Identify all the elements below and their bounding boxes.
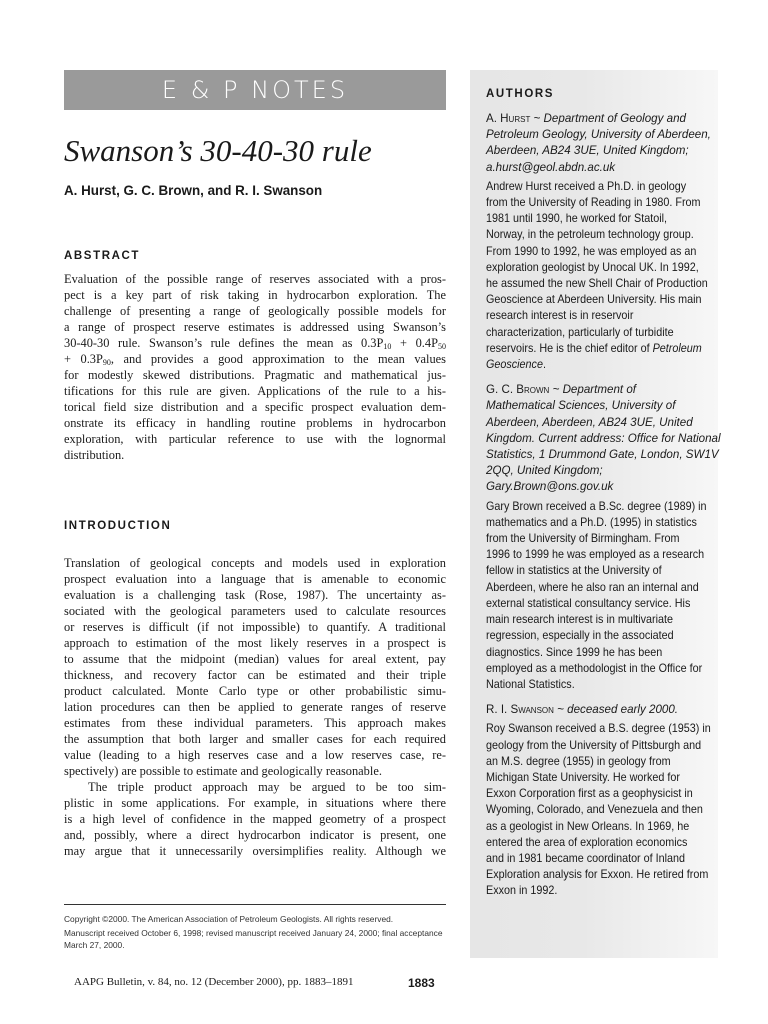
intro-line: product calculated. Monte Carlo type or other probabilistic simu- [64,684,446,698]
author-affiliation: G. C. Brown ~ Department of Mathematical Sciences, University of Aberdeen, Aberdeen, AB24 3UE, United Kingdom. Current address: Office for National Statistics, 1 Drummond Gate, London, SW1V 2QQ, United Kingdom; Gary.Brown@ons.gov.uk [486,382,716,495]
intro-line: sociated with the geological parameters used to calculate resources [64,604,446,618]
manuscript-dates: Manuscript received October 6, 1998; revised manuscript received January 24, 2000; final acceptance March 27, 2000. [64,928,443,950]
intro-line: evaluation is a challenging task (Rose, 1987). The uncertainty as- [64,588,446,602]
abstract-line: onstrate its efficacy in handling routine problems in hydrocarbon [64,416,446,430]
introduction-text [64,555,446,859]
author-bio: Andrew Hurst received a Ph.D. in geology from the University of Reading in 1980. From 1981 until 1990, he worked for Statoil, Norway, in the petroleum technology group. From 1990 to 1992, he was employed as an exploration geologist by Unocal UK. In 1992, he assumed the new Shell Chair of Production Geoscience at Aberdeen University. His main research interest is in reservoir characterization, particularly of turbidite reservoirs. He is the chief editor of Petroleum Geoscience. [486,179,708,372]
intro-line: spectively) are possible to estimate and geologically reasonable. [64,764,382,778]
author-email: Gary.Brown@ons.gov.uk [486,480,614,494]
author-name: R. I. Swanson [486,703,554,717]
page-number: 1883 [408,976,435,990]
intro-line: is a high level of confidence in the mapped geometry of a prospect [64,812,446,826]
intro-line: value (leading to a high reserves case and a low reserves case, re- [64,748,446,762]
author-affiliation: A. Hurst ~ Department of Geology and Petroleum Geology, University of Aberdeen, Aberdeen, AB24 3UE, United Kingdom; a.hurst@geol.abdn.ac.uk [486,111,716,176]
abstract-line: pect is a key part of risk taking in hydrocarbon exploration. The [64,288,446,302]
copyright-notice [64,913,448,953]
abstract-line: for modestly skewed distributions. Pragmatic and mathematical jus- [64,368,446,382]
section-banner: E & P NOTES [64,70,446,110]
journal-citation: AAPG Bulletin, v. 84, no. 12 (December 2000), pp. 1883–1891 [74,976,354,988]
abstract-line: distribution. [64,448,125,462]
abstract-line: Evaluation of the possible range of reserves associated with a pros- [64,272,446,286]
intro-line: to assume that the midpoint (median) values for areal extent, pay [64,652,446,666]
abstract-line: exploration, with particular reference to use with the lognormal [64,432,446,446]
abstract-heading: ABSTRACT [64,250,141,262]
intro-line: plistic in some applications. For example, in situations where there [64,796,446,810]
abstract-line: challenge of presenting a range of geologically possible models for [64,304,446,318]
abstract-line: 30-40-30 rule. Swanson’s rule defines the mean as $0.3P_{10} + 0.4P_{50}$ [64,336,446,351]
intro-line: Translation of geological concepts and models used in exploration [64,556,446,570]
intro-line: the assumption that both larger and smaller cases for each required [64,732,446,746]
author-name: G. C. Brown [486,383,550,397]
author-email: a.hurst@geol.abdn.ac.uk [486,160,616,174]
article-title: Swanson’s 30-40-30 rule [64,133,372,168]
intro-line: estimates from these individual parameters. This approach makes [64,716,446,730]
authors-heading: AUTHORS [486,88,555,100]
intro-line: may argue that it unnecessarily oversimplifies reality. Although we [64,844,446,858]
abstract-line: a range of prospect reserve estimates is addressed using Swanson’s [64,320,446,334]
copyright-line: Copyright ©2000. The American Association of Petroleum Geologists. All rights reserved. [64,914,394,924]
author-name: A. Hurst [486,112,531,125]
author-bio: Roy Swanson received a B.S. degree (1953) in geology from the University of Pittsburgh and an M.S. degree (1955) in geology from Michigan State University. He worked for Exxon Corporation first as a geophysicist in Wyoming, Colorado, and Venezuela and then as a geologist in New Orleans. In 1969, he entered the area of exploration economics and in 1981 became coordinator of Inland Exploration analysis for Exxon. He retired from Exxon in 1992. [486,722,711,898]
abstract-line: tifications for this rule are given. Applications of the rule to a his- [64,384,446,398]
abstract-line: + $0.3P_{90}$, and provides a good approximation to the mean values [64,352,446,367]
intro-line: prospect evaluation into a language that is amenable to economic [64,572,446,586]
intro-line: The triple product approach may be argued to be too sim- [88,780,446,794]
intro-line: thickness, and recovery factor can be estimated and their triple [64,668,446,682]
abstract-line: torical field size distribution and a specific prospect evaluation dem- [64,400,446,414]
abstract-text [64,271,446,463]
author-affiliation: R. I. Swanson ~ deceased early 2000. [486,703,679,717]
intro-line: lation procedures can then be applied to generate ranges of reserve [64,700,446,714]
intro-line: or reserves is difficult (if not impossible) to quantify. A traditional [64,620,446,634]
author-byline: A. Hurst, G. C. Brown, and R. I. Swanson [64,183,323,198]
footnote-divider [64,904,446,905]
author-bio: Gary Brown received a B.Sc. degree (1989) in mathematics and a Ph.D. (1995) in statistics from the University of Birmingham. From 1996 to 1999 he was employed as a research fellow in statistics at the University of Aberdeen, where he also ran an internal and external statistical consultancy service. His main research interest is in multivariate regression, especially in the associated diagnostics. Since 1999 he has been employed as a methodologist in the Office for National Statistics. [486,499,707,691]
intro-line: approach to estimation of the most likely reserves in a prospect is [64,636,446,650]
authors-sidebar [470,70,721,958]
intro-line: and, possibly, where a direct hydrocarbon indicator is present, one [64,828,446,842]
introduction-heading: INTRODUCTION [64,520,172,532]
